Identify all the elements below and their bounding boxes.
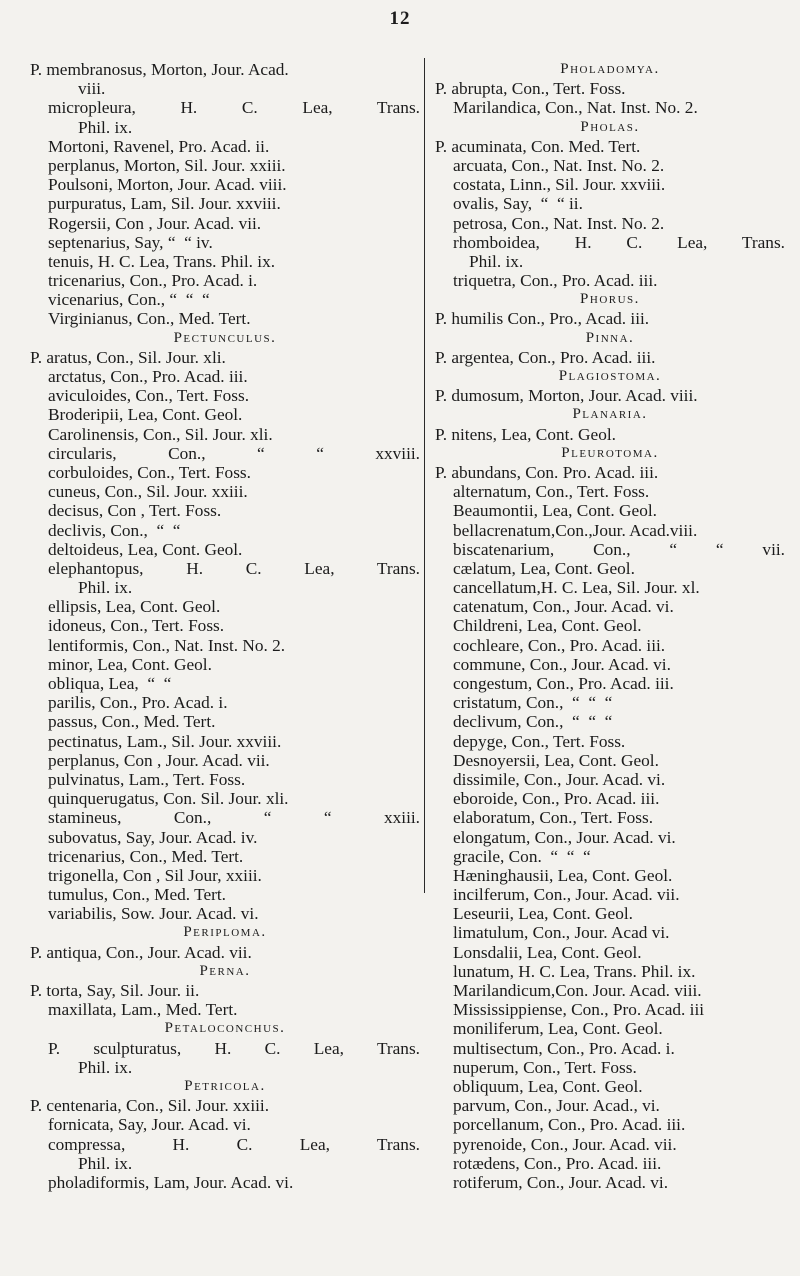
left-column <box>30 60 420 1192</box>
species-entry: tenuis, H. C. Lea, Trans. Phil. ix. <box>48 251 276 271</box>
species-entry: commune, Con., Jour. Acad. vi. <box>453 654 671 674</box>
species-entry: P. acuminata, Con. Med. Tert. <box>435 136 641 156</box>
page-number: 12 <box>389 8 411 29</box>
species-entry: stamineus, Con., “ “ xxiii. <box>48 808 420 828</box>
species-entry: cristatum, Con., “ “ “ <box>453 693 613 713</box>
species-entry: Leseurii, Lea, Cont. Geol. <box>453 904 633 924</box>
species-entry: eboroide, Con., Pro. Acad. iii. <box>453 789 660 809</box>
species-entry: parvum, Con., Jour. Acad., vi. <box>453 1096 660 1116</box>
species-entry: costata, Linn., Sil. Jour. xxviii. <box>453 175 666 195</box>
species-entry: lentiformis, Con., Nat. Inst. No. 2. <box>48 635 286 655</box>
species-entry: P. nitens, Lea, Cont. Geol. <box>435 424 616 444</box>
species-entry: cancellatum,H. C. Lea, Sil. Jour. xl. <box>453 578 700 598</box>
species-entry: trigonella, Con , Sil Jour, xxiii. <box>48 865 262 885</box>
genus-heading: Plagiostoma. <box>558 368 662 384</box>
species-entry: purpuratus, Lam, Sil. Jour. xxviii. <box>48 194 281 214</box>
species-entry: Marilandica, Con., Nat. Inst. No. 2. <box>453 98 698 118</box>
species-entry: variabilis, Sow. Jour. Acad. vi. <box>48 904 259 924</box>
species-entry: declivis, Con., “ “ <box>48 520 181 540</box>
genus-heading: Pinna. <box>585 329 635 346</box>
species-entry: P. dumosum, Morton, Jour. Acad. viii. <box>435 386 698 406</box>
species-entry: micropleura, H. C. Lea, Trans. <box>48 98 420 118</box>
species-entry: compressa, H. C. Lea, Trans. <box>48 1134 420 1154</box>
species-entry: deltoideus, Lea, Cont. Geol. <box>48 539 243 559</box>
species-entry: rotædens, Con., Pro. Acad. iii. <box>453 1153 662 1173</box>
species-entry: catenatum, Con., Jour. Acad. vi. <box>453 597 674 617</box>
species-entry: Poulsoni, Morton, Jour. Acad. viii. <box>48 175 287 195</box>
genus-heading: Peripl​oma. <box>183 924 267 941</box>
species-entry: Beaumontii, Lea, Cont. Geol. <box>453 501 657 521</box>
species-entry: biscatenarium, Con., “ “ vii. <box>453 539 785 559</box>
species-entry: subovatus, Say, Jour. Acad. iv. <box>48 827 258 847</box>
species-entry: P. argentea, Con., Pro. Acad. iii. <box>435 347 656 367</box>
species-entry: maxillata, Lam., Med. Tert. <box>48 1000 238 1020</box>
species-entry: elongatum, Con., Jour. Acad. vi. <box>453 827 676 847</box>
species-entry: perplanus, Con , Jour. Acad. vii. <box>48 750 270 770</box>
genus-heading: Petricola. <box>184 1077 266 1094</box>
entry-continuation: Phil. ix. <box>78 1057 133 1077</box>
species-entry: porcellanum, Con., Pro. Acad. iii. <box>453 1115 686 1135</box>
species-entry: P. antiqua, Con., Jour. Acad. vii. <box>30 942 252 962</box>
right-column <box>435 60 785 1192</box>
species-entry: pyrenoide, Con., Jour. Acad. vii. <box>453 1134 677 1154</box>
species-entry: limatulum, Con., Jour. Acad vi. <box>453 923 670 943</box>
species-entry: septenarius, Say, “ “ iv. <box>48 232 213 252</box>
species-entry: Lonsdalii, Lea, Cont. Geol. <box>453 942 642 962</box>
species-entry: petrosa, Con., Nat. Inst. No. 2. <box>453 213 665 233</box>
species-entry: Mississippiense, Con., Pro. Acad. iii <box>453 1000 705 1020</box>
species-entry: triquetra, Con., Pro. Acad. iii. <box>453 271 658 291</box>
species-entry: rotiferum, Con., Jour. Acad. vi. <box>453 1172 669 1192</box>
species-entry: congestum, Con., Pro. Acad. iii. <box>453 674 674 693</box>
species-entry: Hæninghausii, Lea, Cont. Geol. <box>453 865 673 885</box>
species-entry: dissimile, Con., Jour. Acad. vi. <box>453 769 666 789</box>
species-entry: Mortoni, Ravenel, Pro. Acad. ii. <box>48 136 270 156</box>
species-entry: incilferum, Con., Jour. Acad. vii. <box>453 885 680 905</box>
species-entry: cochleare, Con., Pro. Acad. iii. <box>453 635 666 655</box>
species-entry: P. torta, Say, Sil. Jour. ii. <box>30 981 200 1000</box>
species-entry: pectinatus, Lam., Sil. Jour. xxviii. <box>48 731 282 751</box>
species-entry: bellacrenatum,Con.,Jour. Acad.viii. <box>453 520 698 540</box>
species-entry: ellipsis, Lea, Cont. Geol. <box>48 597 221 617</box>
species-entry: Rogersii, Con , Jour. Acad. vii. <box>48 213 262 233</box>
species-entry: Desnoyersii, Lea, Cont. Geol. <box>453 750 659 770</box>
species-entry: P. sculpturatus, H. C. Lea, Trans. <box>48 1038 420 1058</box>
entry-continuation: Phil. ix. <box>78 1153 133 1173</box>
species-entry: gracile, Con. “ “ “ <box>453 846 591 866</box>
species-entry: arcuata, Con., Nat. Inst. No. 2. <box>453 155 665 175</box>
species-entry: declivum, Con., “ “ “ <box>453 712 613 732</box>
genus-heading: Pectunculus. <box>173 329 277 346</box>
species-entry: minor, Lea, Cont. Geol. <box>48 654 212 674</box>
species-entry: multisectum, Con., Pro. Acad. i. <box>453 1038 675 1058</box>
species-entry: decisus, Con , Tert. Foss. <box>48 501 222 521</box>
column-divider <box>424 58 425 893</box>
species-entry: arctatus, Con., Pro. Acad. iii. <box>48 367 248 386</box>
entry-continuation: Phil. ix. <box>78 117 133 137</box>
species-entry: cuneus, Con., Sil. Jour. xxiii. <box>48 482 248 502</box>
species-entry: vicenarius, Con., “ “ “ <box>48 290 210 310</box>
species-entry: Carolinensis, Con., Sil. Jour. xli. <box>48 424 273 444</box>
entry-continuation: Phil. ix. <box>78 578 133 598</box>
species-entry: P. aratus, Con., Sil. Jour. xli. <box>30 347 226 367</box>
species-entry: P. abrupta, Con., Tert. Foss. <box>435 79 626 99</box>
species-entry: aviculoides, Con., Tert. Foss. <box>48 386 250 406</box>
entry-continuation: Phil. ix. <box>469 251 524 271</box>
species-entry: cælatum, Lea, Cont. Geol. <box>453 558 635 578</box>
genus-heading: Pholas. <box>580 118 640 135</box>
species-entry: ovalis, Say, “ “ ii. <box>453 194 583 214</box>
species-entry: nuperum, Con., Tert. Foss. <box>453 1057 637 1077</box>
species-entry: P. centenaria, Con., Sil. Jour. xxiii. <box>30 1096 270 1116</box>
species-entry: parilis, Con., Pro. Acad. i. <box>48 693 228 713</box>
species-entry: pulvinatus, Lam., Tert. Foss. <box>48 769 246 789</box>
species-entry: P. abundans, Con. Pro. Acad. iii. <box>435 462 659 482</box>
species-entry: tumulus, Con., Med. Tert. <box>48 885 227 905</box>
species-entry: elaboratum, Con., Tert. Foss. <box>453 808 654 828</box>
genus-heading: Petaloconchus. <box>164 1020 286 1037</box>
entry-continuation: viii. <box>78 79 106 99</box>
genus-heading: Pholadomya. <box>560 61 660 77</box>
species-entry: tricenarius, Con., Pro. Acad. i. <box>48 271 258 291</box>
species-entry: idoneus, Con., Tert. Foss. <box>48 616 225 636</box>
species-entry: tricenarius, Con., Med. Tert. <box>48 846 244 866</box>
species-entry: Broderipii, Lea, Cont. Geol. <box>48 405 243 425</box>
species-entry: lunatum, H. C. Lea, Trans. Phil. ix. <box>453 961 696 981</box>
species-entry: corbuloides, Con., Tert. Foss. <box>48 462 251 482</box>
species-entry: obliquum, Lea, Cont. Geol. <box>453 1076 643 1096</box>
species-entry: perplanus, Morton, Sil. Jour. xxiii. <box>48 155 286 175</box>
species-entry: moniliferum, Lea, Cont. Geol. <box>453 1019 663 1039</box>
species-entry: P. membranosus, Morton, Jour. Acad. <box>30 60 289 79</box>
species-entry: elephantopus, H. C. Lea, Trans. <box>48 558 420 578</box>
species-entry: alternatum, Con., Tert. Foss. <box>453 482 650 502</box>
genus-heading: Pleurotoma. <box>561 444 659 461</box>
species-entry: passus, Con., Med. Tert. <box>48 712 216 732</box>
species-entry: quinquerugatus, Con. Sil. Jour. xli. <box>48 789 289 809</box>
species-entry: rhomboidea, H. C. Lea, Trans. <box>453 232 785 252</box>
species-entry: depyge, Con., Tert. Foss. <box>453 731 626 751</box>
species-entry: Virginianus, Con., Med. Tert. <box>48 309 251 329</box>
species-entry: circularis, Con., “ “ xxviii. <box>48 443 420 463</box>
genus-heading: Perna. <box>199 962 251 979</box>
genus-heading: Phorus. <box>580 291 640 308</box>
species-entry: fornicata, Say, Jour. Acad. vi. <box>48 1115 251 1135</box>
species-entry: P. humilis Con., Pro., Acad. iii. <box>435 309 650 329</box>
species-entry: obliqua, Lea, “ “ <box>48 674 172 693</box>
species-entry: pholadiformis, Lam, Jour. Acad. vi. <box>48 1172 294 1192</box>
genus-heading: Planaria. <box>572 406 648 423</box>
species-entry: Marilandicum,Con. Jour. Acad. viii. <box>453 981 702 1000</box>
species-entry: Childreni, Lea, Cont. Geol. <box>453 616 642 636</box>
